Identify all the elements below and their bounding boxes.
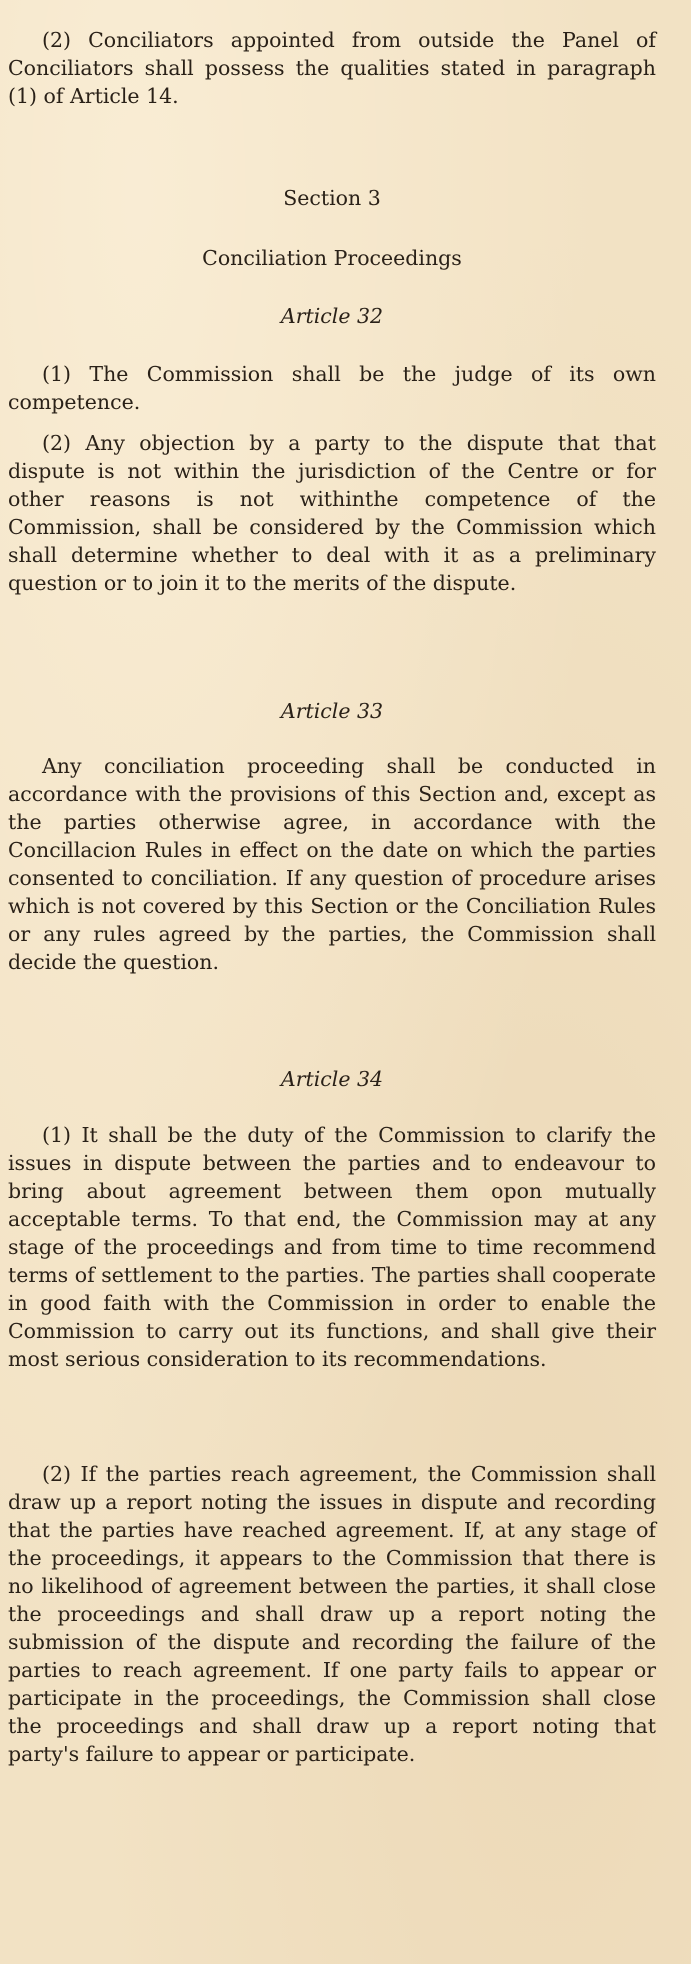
article-33-heading: Article 33 [280,699,384,723]
section-title: Conciliation Proceedings [202,246,462,270]
article-34-paragraph-1: (1) It shall be the duty of the Commission to clarify the issues in dispute between the parties and to endeavour to bring about agreement between them opon mutually acceptable terms. To that end, the Commission may at any stage of the proceedings and from time to time recommend terms of settlement to the parties. The parties shall cooperate in good faith with the Commission in order to enable the Commission to carry out its functions, and shall give their most serious consideration to its recommendations. [8,1123,656,1371]
article-32-paragraph-1: (1) The Commission shall be the judge of its own competence. [8,362,656,414]
section-heading: Section 3 [283,186,381,210]
article-32-paragraph-2: (2) Any objection by a party to the dispute that that dispute is not within the jurisdiction of the Centre or for other reasons is not withinthe competence of the Commission, shall be considered by the Commission which shall determine whether to deal with it as a preliminary question or to join it to the merits of the dispute. [8,431,656,595]
article-32-heading: Article 32 [280,304,384,328]
article-34-paragraph-2: (2) If the parties reach agreement, the Commission shall draw up a report noting the issues in dispute and recording that the parties have reached agreement. If, at any stage of the proceedings, it appears to the Commission that there is no likelihood of agreement between the parties, it shall close the proceedings and shall draw up a report noting the submission of the dispute and recording the failure of the parties to reach agreement. If one party fails to appear or participate in the proceedings, the Commission shall close the proceedings and shall draw up a report noting that party's failure to appear or participate. [8,1462,656,1766]
article-33-paragraph-1: Any conciliation proceeding shall be conducted in accordance with the provisions of this Section and, except as the parties otherwise agree, in accordance with the Concillacion Rules in effect on the date on which the parties consented to conciliation. If any question of procedure arises which is not covered by this Section or the Conciliation Rules or any rules agreed by the parties, the Commission shall decide the question. [8,754,656,974]
article-34-heading: Article 34 [280,1067,384,1091]
paragraph-conciliators: (2) Conciliators appointed from outside the Panel of Conciliators shall possess the qualities stated in paragraph (1) of Article 14. [8,28,656,108]
